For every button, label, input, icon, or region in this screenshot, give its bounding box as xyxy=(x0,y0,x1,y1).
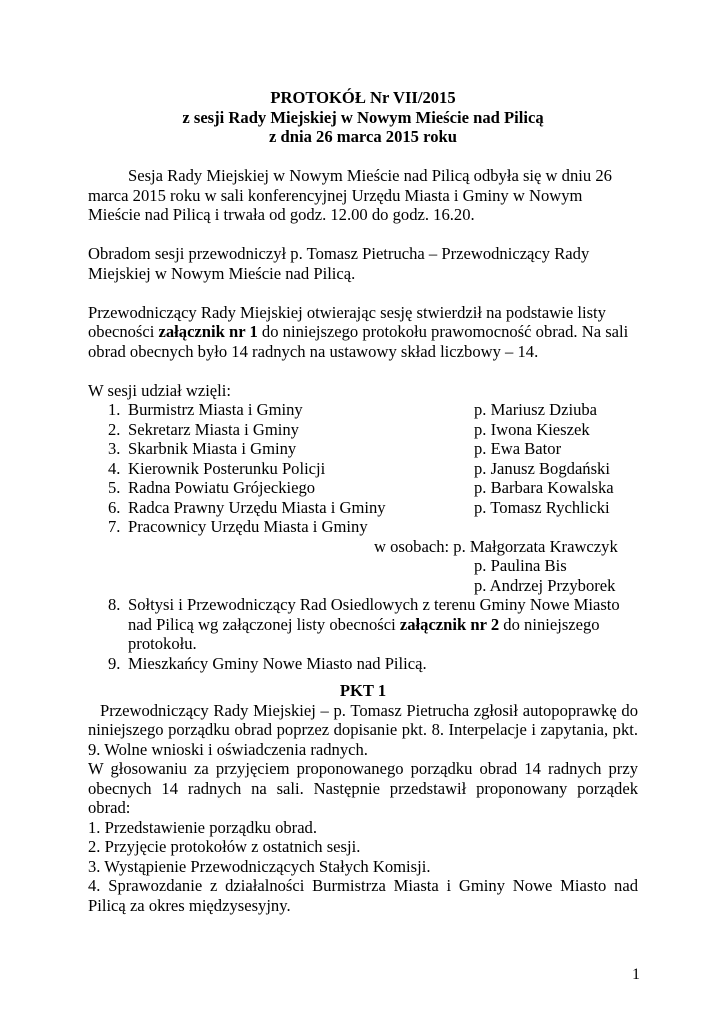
title-line-2: z sesji Rady Miejskiej w Nowym Mieście nad Pilicą xyxy=(182,107,544,127)
attendee-row xyxy=(88,498,638,518)
attendee-number: 9. xyxy=(108,653,121,673)
attendee-role: Burmistrz Miasta i Gminy xyxy=(128,400,303,419)
paragraph-chairman: Obradom sesji przewodniczył p. Tomasz Pietrucha – Przewodniczący Rady Miejskiej w Nowym Mieście nad Pilicą. xyxy=(88,244,590,283)
pkt1-autopoprawka: Przewodniczący Rady Miejskiej – p. Tomasz Pietrucha zgłosił autopoprawkę do niniejszego porządku obrad poprzez dopisanie pkt. 8. Interpelacje i zapytania, pkt. 9. Wolne wnioski i oświadczenia radnych. xyxy=(88,700,638,759)
agenda-item: 4. Sprawozdanie z działalności Burmistrza Miasta i Gminy Nowe Miasto nad Pilicą za okres międzysesyjny. xyxy=(88,876,638,915)
attendee-row xyxy=(88,478,638,498)
soltysi-text-a: Sołtysi i Przewodniczący Rad Osiedlowych z terenu Gminy Nowe Miasto nad Pilicą wg załączonej listy obecności xyxy=(128,595,620,634)
attendee-role: Kierownik Posterunku Policji xyxy=(128,458,326,478)
page-number: 1 xyxy=(632,966,640,983)
section-heading-pkt1: PKT 1 xyxy=(339,681,387,700)
attendee-person: p. Mariusz Dziuba xyxy=(474,400,598,419)
attendees-list-continued xyxy=(88,595,638,673)
attendee-row xyxy=(88,459,638,479)
document-page xyxy=(88,88,638,915)
title-line-3: z dnia 26 marca 2015 roku xyxy=(269,127,457,146)
attendee-role: Skarbnik Miasta i Gminy xyxy=(128,439,297,458)
quorum-text-a: Przewodniczący Rady Miejskiej otwierając sesję stwierdził na podstawie listy obecności xyxy=(88,302,606,341)
attendee-role: Radna Powiatu Grójeckiego xyxy=(128,478,316,497)
attendee-row-soltysi xyxy=(88,595,638,654)
attendee-number: 1. xyxy=(108,400,121,419)
staff-persons-intro: w osobach: p. Małgorzata Krawczyk xyxy=(374,536,618,556)
attendee-person: p. Barbara Kowalska xyxy=(474,478,614,497)
attendee-number: 6. xyxy=(108,497,121,517)
attendee-row xyxy=(88,439,638,459)
attendee-number: 7. xyxy=(108,517,121,536)
attendee-role: Mieszkańcy Gminy Nowe Miasto nad Pilicą. xyxy=(128,653,427,673)
paragraph-quorum xyxy=(88,303,638,362)
attendee-person: p. Iwona Kieszek xyxy=(474,419,590,439)
attendee-number: 4. xyxy=(108,458,121,478)
paragraph-session-info: Sesja Rady Miejskiej w Nowym Mieście nad Pilicą odbyła się w dniu 26 marca 2015 roku w sali konferencyjnej Urzędu Miasta i Gminy w Nowym Mieście nad Pilicą i trwała od godz. 12.00 do godz. 16.20. xyxy=(88,166,612,224)
quorum-text-c: do niniejszego protokołu prawomocność obrad. Na sali obrad obecnych było 14 radnych na ustawowy skład liczbowy – 14. xyxy=(88,322,629,361)
attendee-number: 3. xyxy=(108,439,121,458)
attendee-number: 2. xyxy=(108,419,121,439)
attendee-person: p. Ewa Bator xyxy=(474,439,562,458)
document-title xyxy=(88,88,638,147)
attendee-row xyxy=(88,420,638,440)
attendees-list xyxy=(88,400,638,537)
attendee-row-staff xyxy=(88,517,638,537)
staff-person: p. Paulina Bis xyxy=(474,556,567,575)
attendee-row xyxy=(88,400,638,420)
attendee-role: Pracownicy Urzędu Miasta i Gminy xyxy=(128,517,368,536)
staff-person: p. Andrzej Przyborek xyxy=(474,575,616,595)
agenda-item: 2. Przyjęcie protokołów z ostatnich sesji. xyxy=(88,837,361,856)
soltysi-attachment: załącznik nr 2 xyxy=(399,614,500,634)
attendee-person: p. Janusz Bogdański xyxy=(474,458,610,478)
attendee-row-residents xyxy=(88,654,638,674)
attendee-role: Sekretarz Miasta i Gminy xyxy=(128,419,299,439)
attendee-number: 8. xyxy=(108,595,121,614)
attendee-person: p. Tomasz Rychlicki xyxy=(474,497,610,517)
agenda-item: 1. Przedstawienie porządku obrad. xyxy=(88,817,318,837)
attendee-number: 5. xyxy=(108,478,121,497)
title-line-1: PROTOKÓŁ Nr VII/2015 xyxy=(270,88,456,107)
agenda-item: 3. Wystąpienie Przewodniczących Stałych Komisji. xyxy=(88,856,431,876)
attendee-role: Radca Prawny Urzędu Miasta i Gminy xyxy=(128,497,386,517)
pkt1-voting: W głosowaniu za przyjęciem proponowanego porządku obrad 14 radnych przy obecnych 14 radnych na sali. Następnie przedstawił proponowany porządek obrad: xyxy=(88,759,638,817)
attendees-intro: W sesji udział wzięli: xyxy=(88,380,232,400)
quorum-attachment: załącznik nr 1 xyxy=(158,322,258,341)
soltysi-text-c: do niniejszego protokołu. xyxy=(128,614,600,653)
